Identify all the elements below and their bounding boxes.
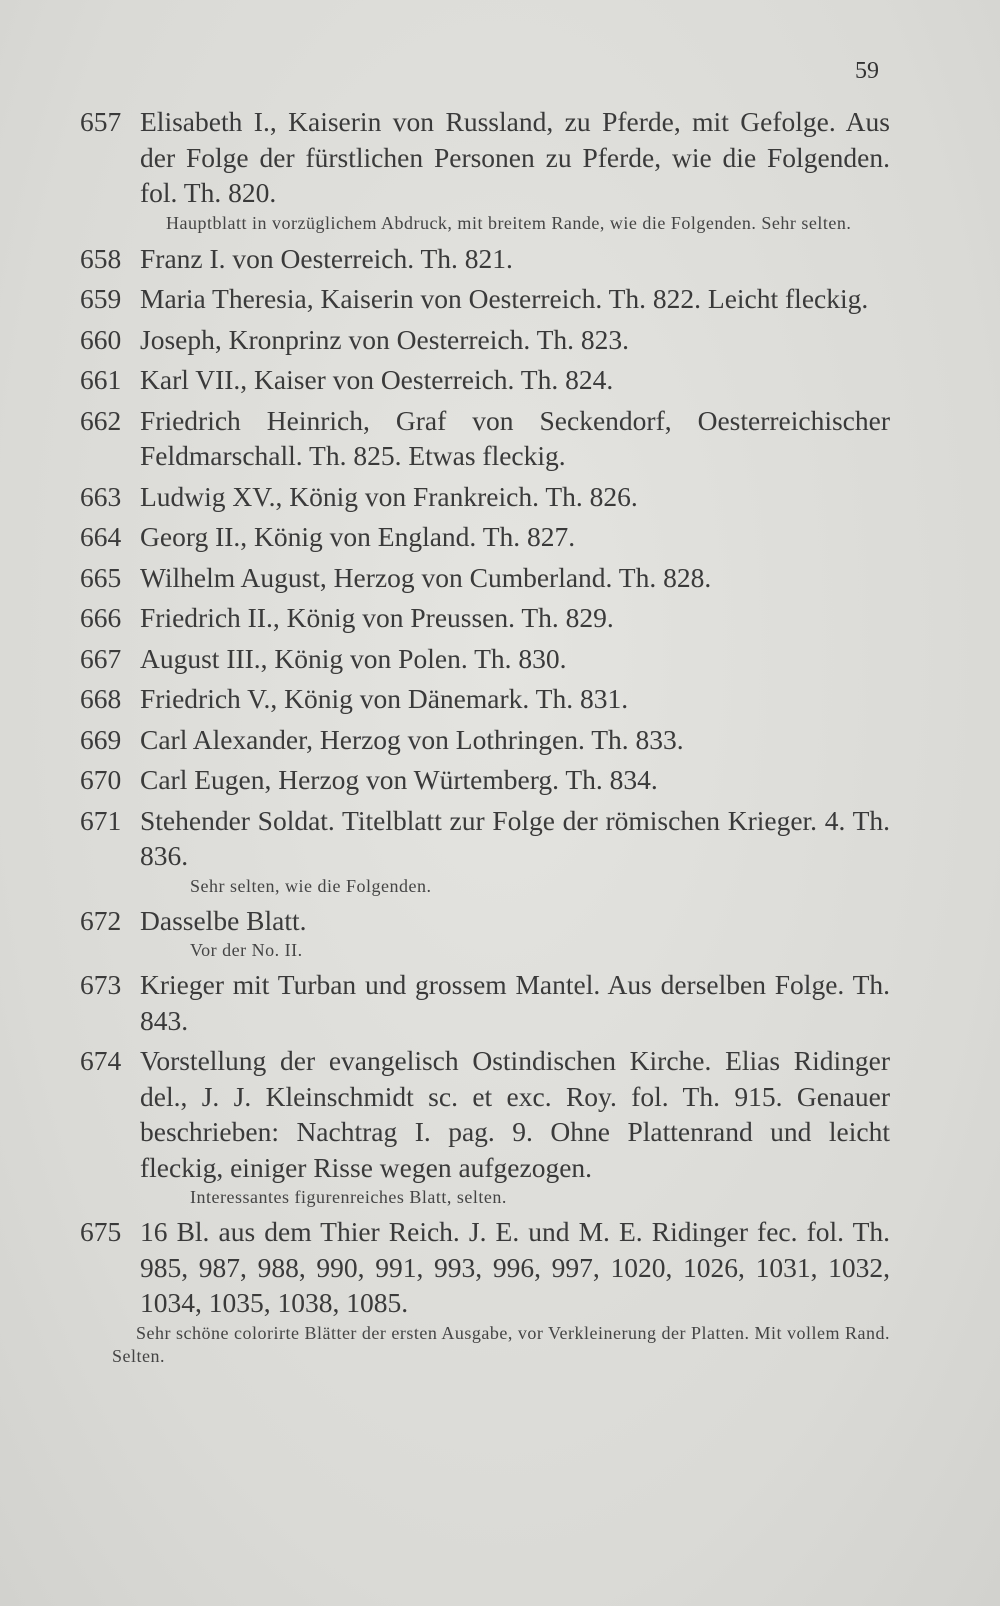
entry-text: Krieger mit Turban und grossem Mantel. Aus derselben Folge. Th. 843. [140,969,890,1036]
entry-number: 666 [80,602,122,633]
catalog-entry [80,600,890,636]
entry-text: Joseph, Kronprinz von Oesterreich. Th. 823. [140,323,630,355]
entry-text: 16 Bl. aus dem Thier Reich. J. E. und M. E. Ridinger fec. fol. Th. 985, 987, 988, 990, 991, 993, 996, 997, 1020, 1026, 1031, 1032, 1034, 1035, 1038, 1085. [140,1216,890,1318]
entry-number: 672 [80,904,122,936]
entry-number: 662 [80,404,122,436]
entry-text: Carl Eugen, Herzog von Würtemberg. Th. 834. [140,764,658,795]
entry-number: 673 [80,969,122,1000]
catalog-entries [80,104,890,1373]
catalog-entry [80,362,890,398]
catalog-entry [80,762,890,798]
catalog-entry [80,903,890,963]
entry-number: 664 [80,521,122,552]
entry-number: 663 [80,480,122,512]
entry-note: Vor der No. II. [190,940,303,960]
entry-text: Dasselbe Blatt. [140,904,307,936]
catalog-entry [80,322,890,358]
entry-number: 659 [80,283,122,314]
catalog-entry [80,281,890,317]
entry-note: Sehr selten, wie die Folgenden. [190,875,432,896]
entry-text: Ludwig XV., König von Frankreich. Th. 826. [140,480,638,512]
catalog-entry [80,803,890,898]
entry-number: 669 [80,723,122,755]
entry-text: Elisabeth I., Kaiserin von Russland, zu Pferde, mit Gefolge. Aus der Folge der fürstlichen Personen zu Pferde, wie die Folgenden. fol. Th. 820. [140,106,890,208]
catalog-entry [80,1214,890,1368]
catalog-entry [80,403,890,474]
entry-text: Friedrich Heinrich, Graf von Seckendorf, Oesterreichischer Feldmarschall. Th. 825. Etwas fleckig. [140,404,890,471]
catalog-entry [80,681,890,717]
entry-text: Wilhelm August, Herzog von Cumberland. Th. 828. [140,561,712,593]
page-number: 59 [855,58,879,84]
catalog-entry [80,1043,890,1209]
entry-note: Interessantes figurenreiches Blatt, selten. [190,1187,507,1207]
entry-number: 661 [80,364,122,395]
entry-number: 660 [80,323,122,355]
entry-text: Franz I. von Oesterreich. Th. 821. [140,242,513,274]
entry-text: Maria Theresia, Kaiserin von Oesterreich. Th. 822. Leicht fleckig. [140,283,869,314]
entry-text: August III., König von Polen. Th. 830. [140,642,567,674]
catalog-entry [80,519,890,555]
entry-number: 665 [80,561,122,593]
catalog-entry [80,967,890,1038]
entry-number: 668 [80,683,122,714]
entry-text: Carl Alexander, Herzog von Lothringen. Th. 833. [140,723,684,755]
entry-note: Sehr schöne colorirte Blätter der ersten Ausgabe, vor Verkleinerung der Platten. Mit vollem Rand. Selten. [112,1322,890,1366]
entry-number: 658 [80,242,122,274]
catalog-entry [80,722,890,758]
entry-text: Friedrich II., König von Preussen. Th. 829. [140,602,614,633]
entry-number: 657 [80,106,122,137]
entry-text: Friedrich V., König von Dänemark. Th. 831. [140,683,629,714]
catalog-entry [80,479,890,515]
catalog-entry [80,104,890,235]
entry-text: Stehender Soldat. Titelblatt zur Folge der römischen Krieger. 4. Th. 836. [140,804,890,871]
entry-text: Karl VII., Kaiser von Oesterreich. Th. 824. [140,364,614,395]
entry-text: Georg II., König von England. Th. 827. [140,521,576,552]
entry-number: 675 [80,1216,122,1247]
entry-text: Vorstellung der evangelisch Ostindischen Kirche. Elias Ridinger del., J. J. Kleinschmidt sc. et exc. Roy. fol. Th. 915. Genauer beschrieben: Nachtrag I. pag. 9. Ohne Plattenrand und leicht fleckig, einiger Risse wegen aufgezogen. [140,1045,890,1183]
entry-number: 671 [80,804,122,836]
entry-note: Hauptblatt in vorzüglichem Abdruck, mit breitem Rande, wie die Folgenden. Sehr selten. [166,212,852,233]
catalog-entry [80,560,890,596]
catalog-entry [80,241,890,277]
entry-number: 667 [80,642,122,674]
entry-number: 674 [80,1045,122,1076]
catalog-entry [80,641,890,677]
entry-number: 670 [80,764,122,795]
